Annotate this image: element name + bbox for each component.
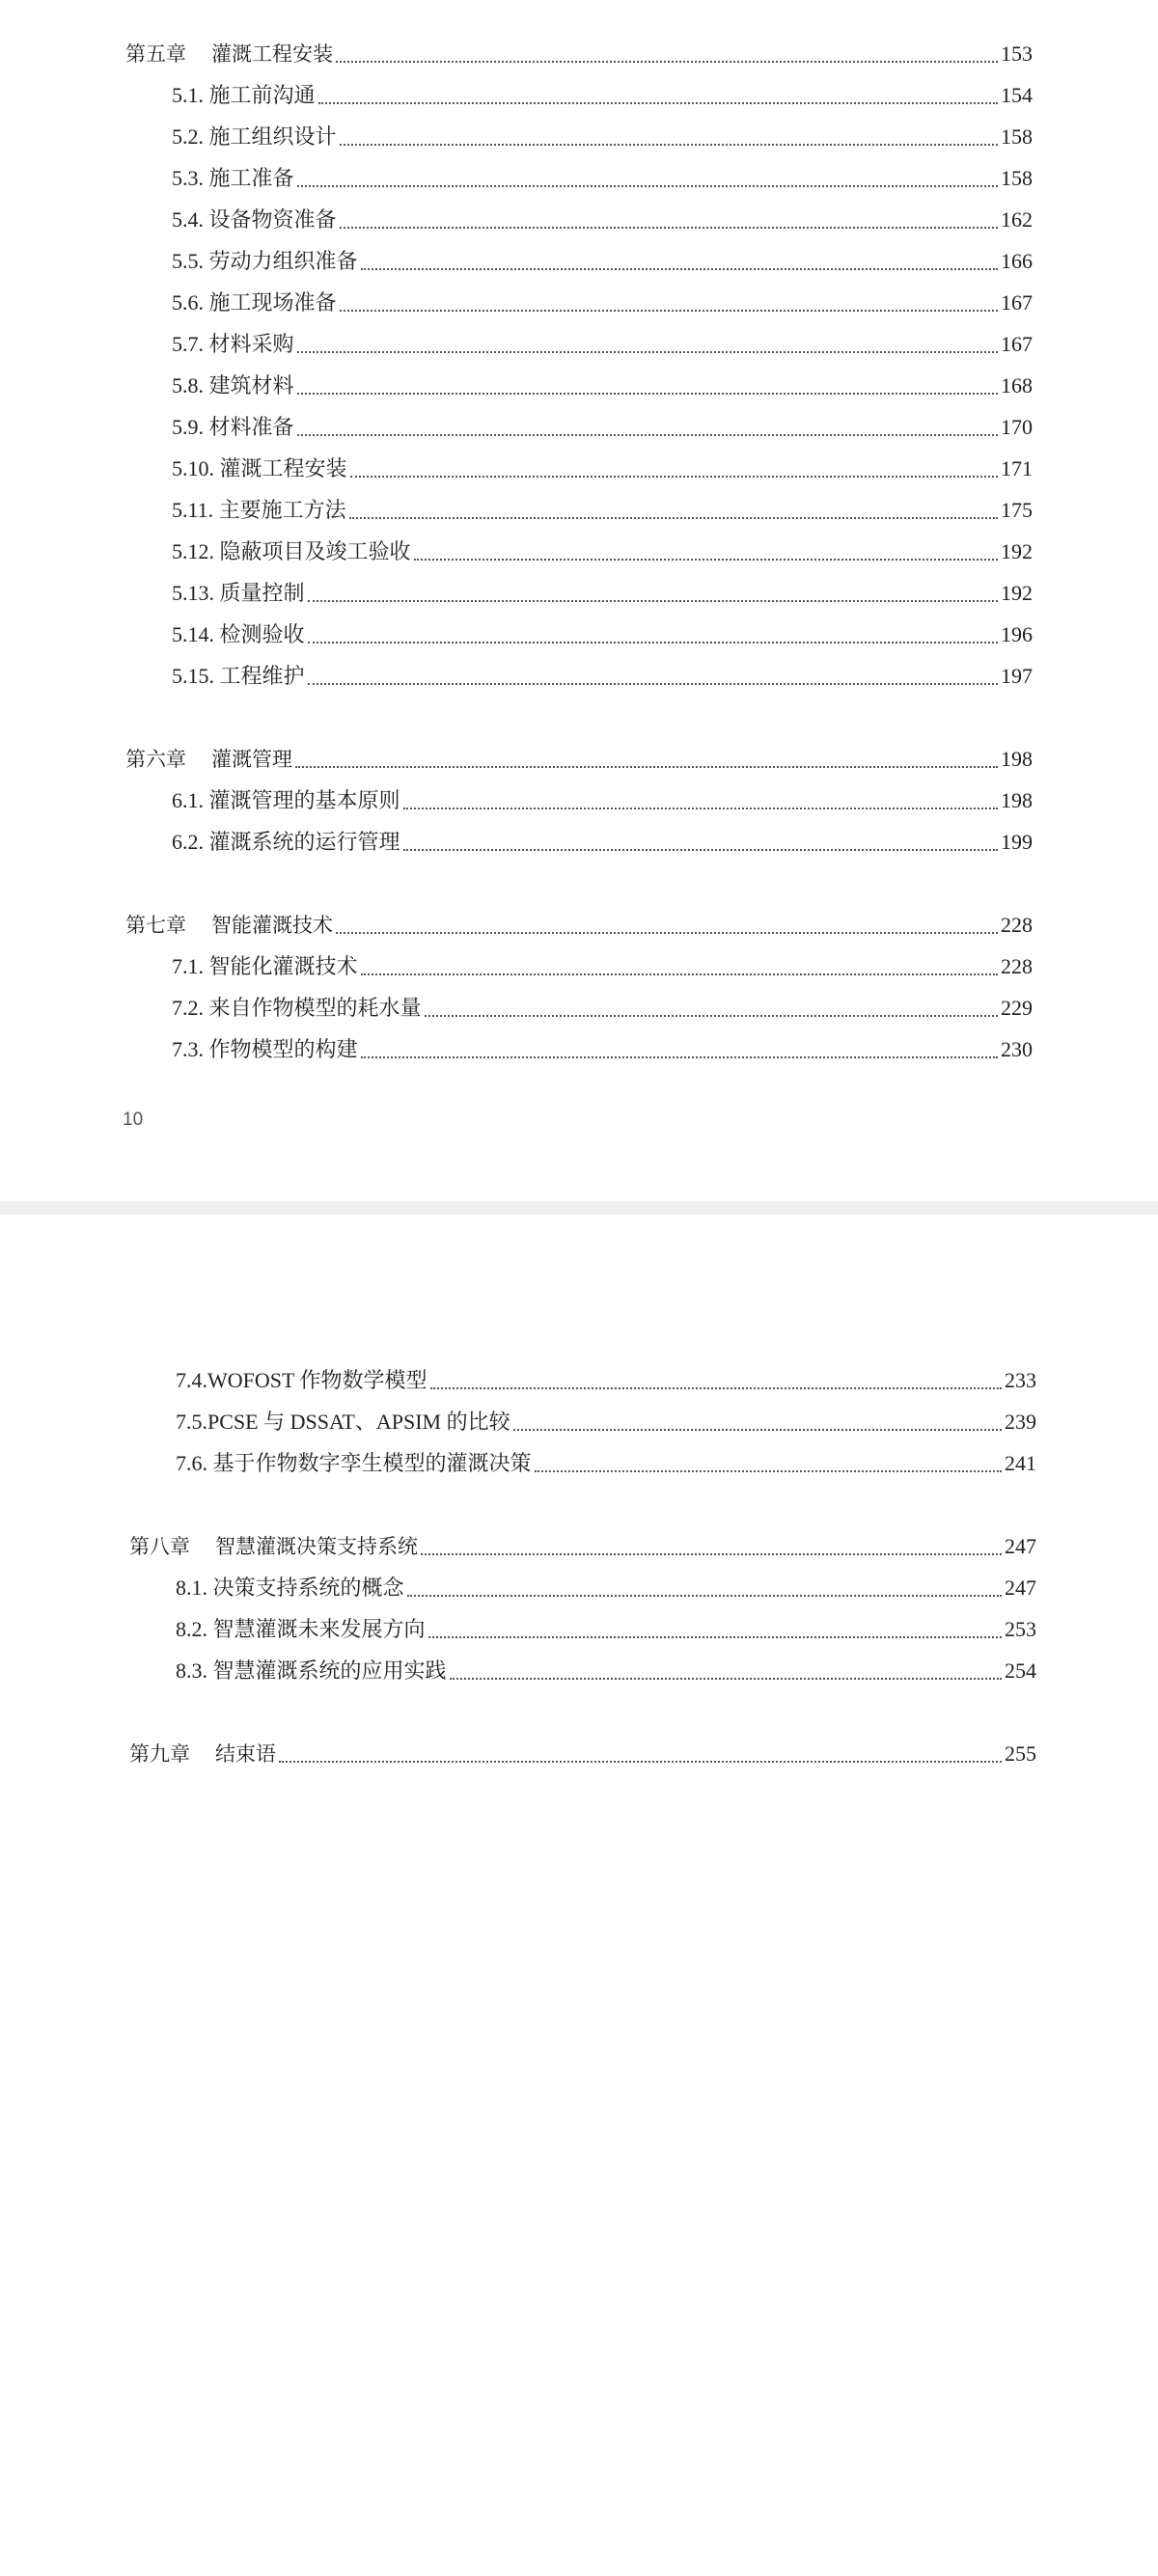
dot-leader (403, 849, 998, 851)
page-reference: 239 (1005, 1410, 1036, 1434)
page-reference: 196 (1001, 622, 1033, 646)
toc-section-entry[interactable] (125, 69, 1033, 110)
table-of-contents (129, 1354, 1036, 1768)
dot-leader (425, 1015, 998, 1017)
chapter-number: 第七章 (125, 914, 186, 937)
section-title: 6.1. 灌溉管理的基本原则 (172, 788, 400, 812)
page-reference: 233 (1005, 1368, 1036, 1392)
dot-leader (450, 1678, 1002, 1680)
toc-page-11 (0, 1215, 1158, 2576)
dot-leader (336, 932, 998, 934)
chapter-title: 结束语 (215, 1742, 276, 1766)
dot-leader (297, 393, 998, 395)
toc-section-entry[interactable] (125, 483, 1033, 525)
toc-section-entry[interactable] (125, 608, 1033, 649)
page-reference: 192 (1001, 539, 1033, 563)
chapter-number: 第六章 (125, 748, 186, 771)
toc-section-entry[interactable] (129, 1644, 1036, 1685)
dot-leader (403, 808, 998, 809)
dot-leader (414, 559, 998, 561)
page-reference: 168 (1001, 373, 1033, 397)
chapter-title: 灌溉管理 (211, 748, 292, 771)
page-reference: 197 (1001, 664, 1033, 688)
chapter-title: 智慧灌溉决策支持系统 (215, 1535, 418, 1558)
section-title: 5.14. 检测验收 (172, 622, 305, 646)
toc-chapter-entry[interactable] (125, 27, 1033, 69)
toc-section-entry[interactable] (125, 317, 1033, 359)
toc-section-entry[interactable] (125, 1023, 1033, 1064)
toc-section-entry[interactable] (125, 981, 1033, 1023)
section-title: 6.2. 灌溉系统的运行管理 (172, 830, 400, 854)
chapter-title: 灌溉工程安装 (211, 42, 333, 66)
page-reference: 162 (1001, 207, 1033, 232)
section-title: 5.15. 工程维护 (172, 664, 305, 688)
section-title: 7.6. 基于作物数字孪生模型的灌溉决策 (176, 1451, 532, 1475)
toc-section-entry[interactable] (125, 940, 1033, 981)
toc-section-entry[interactable] (125, 649, 1033, 691)
toc-section-entry[interactable] (125, 234, 1033, 276)
dot-leader (279, 1761, 1002, 1763)
page-reference: 153 (1001, 41, 1033, 66)
dot-leader (297, 185, 998, 187)
toc-section-entry[interactable] (125, 400, 1033, 442)
table-of-contents (125, 27, 1033, 1064)
section-title: 7.4.WOFOST 作物数学模型 (176, 1368, 427, 1392)
section-title: 5.13. 质量控制 (172, 581, 305, 605)
toc-section-entry[interactable] (129, 1354, 1036, 1395)
toc-chapter-entry[interactable] (125, 732, 1033, 774)
page-reference: 247 (1005, 1576, 1036, 1600)
toc-section-entry[interactable] (125, 442, 1033, 483)
toc-section-entry[interactable] (129, 1603, 1036, 1644)
chapter-number: 第八章 (129, 1535, 190, 1558)
dot-leader (535, 1470, 1002, 1472)
section-title: 7.2. 来自作物模型的耗水量 (172, 996, 422, 1020)
page-reference: 158 (1001, 124, 1033, 149)
dot-leader (513, 1429, 1002, 1431)
dot-leader (295, 766, 998, 768)
page-reference: 230 (1001, 1037, 1033, 1061)
section-title: 5.6. 施工现场准备 (172, 290, 337, 315)
page-reference: 247 (1005, 1534, 1036, 1558)
dot-leader (428, 1636, 1002, 1638)
section-title: 7.5.PCSE 与 DSSAT、APSIM 的比较 (176, 1410, 510, 1434)
chapter-number: 第五章 (125, 42, 186, 66)
dot-leader (421, 1553, 1002, 1555)
section-title: 5.11. 主要施工方法 (172, 498, 346, 522)
toc-section-entry[interactable] (125, 359, 1033, 400)
page-reference: 241 (1005, 1451, 1036, 1475)
toc-section-entry[interactable] (125, 193, 1033, 234)
dot-leader (336, 61, 998, 63)
dot-leader (361, 973, 998, 975)
section-title: 8.1. 决策支持系统的概念 (176, 1576, 404, 1600)
chapter-title: 智能灌溉技术 (211, 914, 333, 937)
page-reference: 166 (1001, 249, 1033, 273)
section-title: 5.10. 灌溉工程安装 (172, 456, 347, 480)
dot-leader (340, 227, 998, 229)
page-reference: 228 (1001, 913, 1033, 937)
section-title: 8.3. 智慧灌溉系统的应用实践 (176, 1658, 447, 1683)
dot-leader (308, 683, 998, 685)
toc-chapter-entry[interactable] (125, 898, 1033, 940)
toc-section-entry[interactable] (125, 276, 1033, 317)
page-reference: 175 (1001, 498, 1033, 522)
page-reference: 192 (1001, 581, 1033, 605)
section-title: 5.9. 材料准备 (172, 415, 294, 439)
section-title: 5.8. 建筑材料 (172, 373, 294, 397)
section-title: 5.12. 隐蔽项目及竣工验收 (172, 539, 411, 563)
page-reference: 253 (1005, 1617, 1036, 1641)
page-reference: 255 (1005, 1741, 1036, 1766)
dot-leader (340, 310, 998, 312)
page-reference: 154 (1001, 83, 1033, 107)
toc-chapter-entry[interactable] (129, 1520, 1036, 1561)
dot-leader (318, 102, 998, 104)
section-title: 5.2. 施工组织设计 (172, 124, 337, 149)
toc-section-entry[interactable] (129, 1395, 1036, 1437)
toc-section-entry[interactable] (129, 1561, 1036, 1603)
page-reference: 198 (1001, 788, 1033, 812)
section-title: 7.1. 智能化灌溉技术 (172, 954, 358, 978)
section-title: 7.3. 作物模型的构建 (172, 1037, 358, 1061)
page-reference: 254 (1005, 1658, 1036, 1683)
section-title: 5.7. 材料采购 (172, 332, 294, 356)
section-title: 5.1. 施工前沟通 (172, 83, 316, 107)
toc-section-entry[interactable] (125, 110, 1033, 151)
chapter-number: 第九章 (129, 1742, 190, 1766)
page-reference: 170 (1001, 415, 1033, 439)
dot-leader (308, 642, 998, 644)
toc-section-entry[interactable] (129, 1437, 1036, 1478)
section-title: 5.3. 施工准备 (172, 166, 294, 190)
dot-leader (349, 517, 998, 519)
page-reference: 167 (1001, 332, 1033, 356)
toc-section-entry[interactable] (125, 815, 1033, 857)
dot-leader (308, 600, 998, 602)
page-reference: 198 (1001, 747, 1033, 771)
toc-section-entry[interactable] (125, 774, 1033, 815)
page-reference: 171 (1001, 456, 1033, 480)
section-title: 8.2. 智慧灌溉未来发展方向 (176, 1617, 426, 1641)
page-reference: 167 (1001, 290, 1033, 315)
dot-leader (361, 1056, 998, 1058)
toc-section-entry[interactable] (125, 525, 1033, 566)
dot-leader (340, 144, 998, 146)
toc-section-entry[interactable] (125, 151, 1033, 193)
section-title: 5.5. 劳动力组织准备 (172, 249, 358, 273)
page-reference: 229 (1001, 996, 1033, 1020)
toc-page-10 (0, 0, 1158, 1201)
dot-leader (350, 476, 998, 478)
page-reference: 199 (1001, 830, 1033, 854)
page-separator (0, 1201, 1158, 1215)
toc-section-entry[interactable] (125, 566, 1033, 608)
page-number: 10 (123, 1110, 144, 1130)
section-title: 5.4. 设备物资准备 (172, 207, 337, 232)
page-reference: 228 (1001, 954, 1033, 978)
dot-leader (407, 1595, 1002, 1597)
dot-leader (430, 1387, 1002, 1389)
dot-leader (297, 434, 998, 436)
toc-chapter-entry[interactable] (129, 1727, 1036, 1768)
dot-leader (361, 268, 998, 270)
page-reference: 158 (1001, 166, 1033, 190)
dot-leader (297, 351, 998, 353)
